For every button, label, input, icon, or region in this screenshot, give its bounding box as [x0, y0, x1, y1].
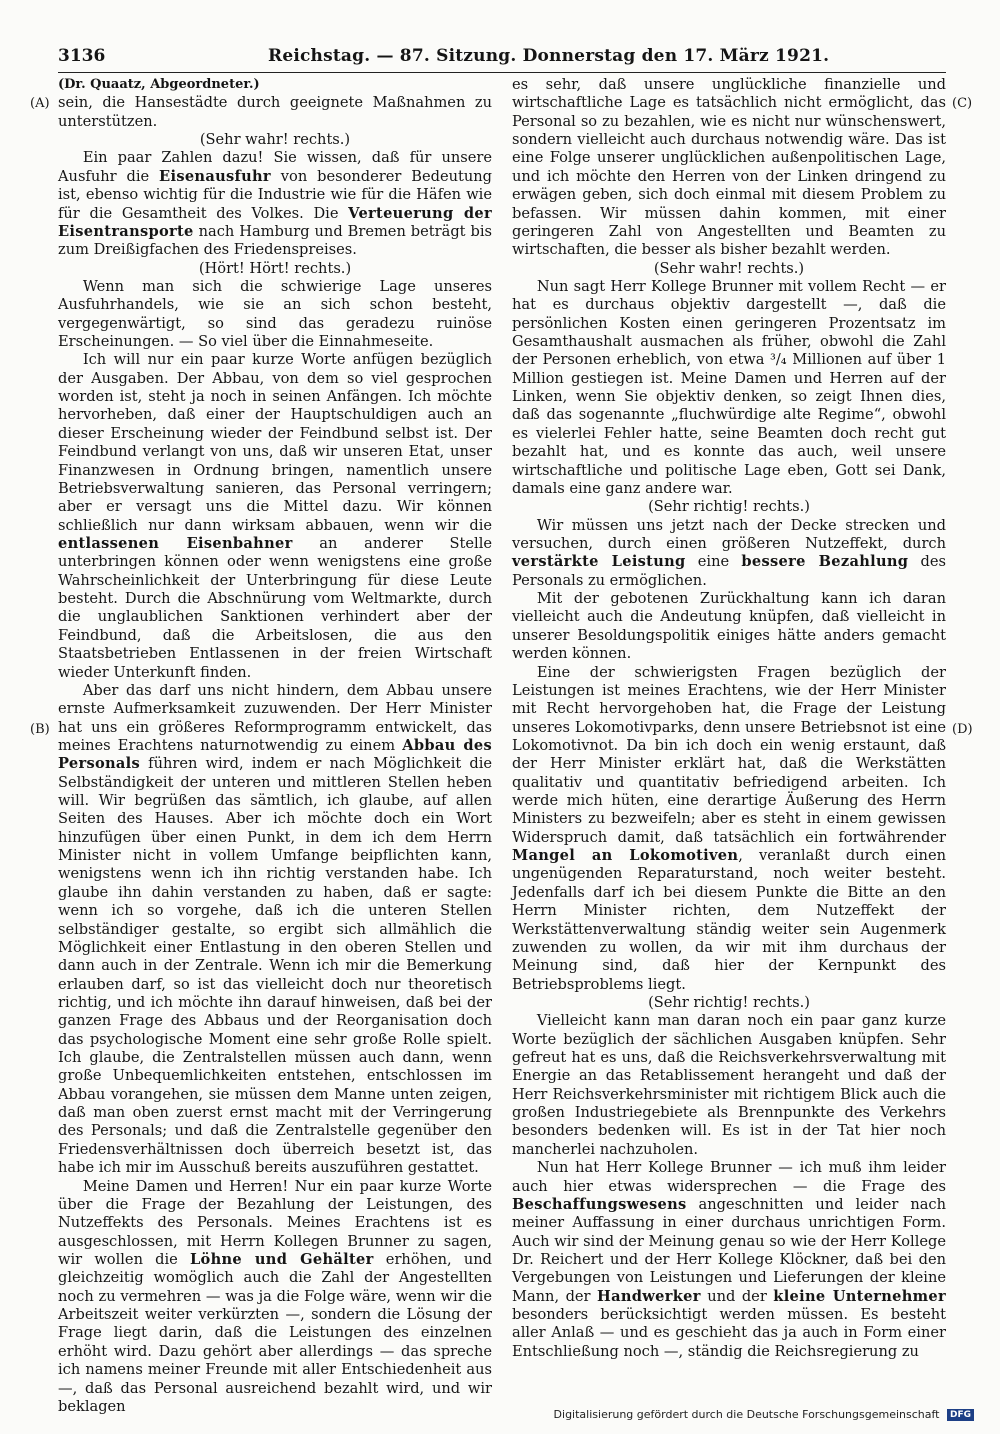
margin-mark-a: (A) [30, 96, 50, 111]
margin-mark-c: (C) [952, 96, 973, 111]
emphasis: entlassenen Eisenbahner [58, 534, 293, 552]
emphasis: Abbau des Personals [58, 736, 492, 773]
paragraph: Wir müssen uns jetzt nach der Decke strecken und versuchen, durch einen größeren Nutzeffekt, durch verstärkte Leistung eine bessere Bezahlung des Personals zu ermöglichen. [512, 516, 946, 589]
digitization-credit [554, 1408, 974, 1421]
interjection: (Sehr richtig! rechts.) [648, 993, 810, 1011]
interjection: (Hört! Hört! rechts.) [198, 259, 352, 277]
paragraph: sein, die Hansestädte durch geeignete Maßnahmen zu unterstützen. [58, 94, 492, 130]
paragraph: Wenn man sich die schwierige Lage unseres Ausfuhrhandels, wie sie an sich schon besteht, vergegenwärtigt, so sind das geradezu ruinöse Erscheinungen. — So viel über die Einnahmeseite. [58, 277, 492, 351]
margin-mark-b: (B) [30, 722, 50, 737]
paragraph: Mit der gebotenen Zurückhaltung kann ich daran vielleicht auch die Andeutung knüpfen, daß vielleicht in unserer Besoldungspolitik einiges hätte anders gemacht werden können. [512, 590, 946, 663]
paragraph: Eine der schwierigsten Fragen bezüglich der Leistungen ist meines Erachtens, wie der Herr Minister mit Recht hervorgehoben hat, die Frage der Leistung unseres Lokomotivparks, denn unsere Betriebsnot ist eine Lokomotivnot. Da bin ich doch ein wenig erstaunt, daß der Herr Minister erklärt hat, daß die Werkstätten qualitativ und quantitativ befriedigend arbeiten. Ich werde mich hüten, eine derartige Äußerung des Herrn Ministers zu bezweifeln; aber es steht in einem gewissen Widerspruch damit, daß tatsächlich ein fortwährender Mangel an Lokomotiven, veranlaßt durch einen ungenügenden Reparaturstand, noch weiter besteht. Jedenfalls darf ich bei diesem Punkte die Bitte an den Herrn Minister richten, dem Nutzeffekt der Werkstättenverwaltung ständig weiter sein Augenmerk zuwenden zu wollen, da wir mit ihm durchaus der Meinung sind, daß hier der Kernpunkt des Betriebsproblems liegt. [512, 663, 946, 993]
emphasis: Verteuerung der Eisentransporte [58, 204, 492, 240]
margin-mark-d: (D) [952, 722, 973, 737]
paragraph: Vielleicht kann man daran noch ein paar ganz kurze Worte bezüglich der sächlichen Ausgaben knüpfen. Sehr gefreut hat es uns, daß die Reichsverkehrsverwaltung mit Energie an das Retablissement herangeht und daß der Herr Reichsverkehrsminister mit richtigem Blick auch die großen Industriegebiete als Brennpunkte des Verkehrs besonders bedenken will. Es ist in der Tat hier noch mancherlei nachzuholen. [512, 1012, 946, 1158]
interjection: (Sehr richtig! rechts.) [648, 498, 810, 516]
paragraph: es sehr, daß unsere unglückliche finanzielle und wirtschaftliche Lage es tatsächlich nicht ermöglicht, das Personal so zu bezahlen, wie es nicht nur wünschenswert, sondern vielleicht auch durchaus notwendig wäre. Das ist eine Folge unserer unglücklichen außenpolitischen Lage, und ich möchte den Herren von der Linken dringend zu erwägen geben, sich doch einmal mit diesem Problem zu befassen. Wir müssen dahin kommen, mit einer geringeren Zahl von Angestellten und Beamten zu wirtschaften, die besser als bisher bezahlt werden. [512, 76, 946, 259]
emphasis: Mangel an Lokomotiven [512, 847, 739, 865]
paragraph: Meine Damen und Herren! Nur ein paar kurze Worte über die Frage der Bezahlung der Leistungen, des Nutzeffekts des Personals. Meines Erachtens ist es ausgeschlossen, mit Herrn Kollegen Brunner zu sagen, wir wollen die Löhne und Gehälter erhöhen, und gleichzeitig womöglich auch die Zahl der Angestellten noch zu vermehren — was ja die Folge wäre, wenn wir die Arbeitszeit weiter verkürzten —, sondern die Lösung der Frage liegt darin, daß die Leistungen des einzelnen erhöht wird. Dazu gehört aber allerdings — das spreche ich namens meiner Freunde mit aller Entschiedenheit aus —, daß das Personal ausreichend bezahlt wird, und wir beklagen [58, 1177, 492, 1415]
credit-text: Digitalisierung gefördert durch die Deutsche Forschungsgemeinschaft [553, 1408, 940, 1421]
emphasis: Handwerker [597, 1287, 701, 1305]
header-title: Reichstag. — 87. Sitzung. Donnerstag den 17. März 1921. [268, 46, 830, 66]
emphasis: Beschaffungswesens [512, 1195, 687, 1213]
paragraph: Ich will nur ein paar kurze Worte anfügen bezüglich der Ausgaben. Der Abbau, von dem so viel gesprochen worden ist, steht ja noch in seinen Anfängen. Ich möchte hervorheben, daß einer der Hauptschuldigen auch an dieser Erscheinung wieder der Feindbund selbst ist. Der Feindbund verlangt von uns, daß wir unseren Etat, unser Finanzwesen in Ordnung bringen, namentlich unsere Betriebsverwaltung sanieren, das Personal verringern; aber er versagt uns die Mittel dazu. Wir können schließlich nur dann wirksam abbauen, wenn wir die entlassenen Eisenbahner an anderer Stelle unterbringen können oder wenn wenigstens eine große Wahrscheinlichkeit der Unterbringung für diese Leute besteht. Durch die Abschnürung vom Weltmarkte, durch die unglaublichen Sanktionen verhindert aber der Feindbund, daß die Arbeitslosen, die aus den Staatsbetrieben Entlassenen in der freien Wirtschaft wieder Unterkunft finden. [58, 351, 493, 681]
interjection: (Sehr wahr! rechts.) [199, 131, 351, 149]
page-number: 3136 [58, 46, 106, 66]
interjection: (Sehr wahr! rechts.) [653, 259, 805, 277]
dfg-logo: DFG [947, 1409, 974, 1421]
left-column [58, 76, 492, 1416]
emphasis: bessere Bezahlung [741, 553, 909, 571]
running-header [58, 44, 946, 73]
emphasis: Löhne und Gehälter [189, 1251, 374, 1268]
emphasis: Eisenausfuhr [159, 167, 271, 185]
emphasis: kleine Unternehmer [773, 1287, 946, 1305]
paragraph: Aber das darf uns nicht hindern, dem Abbau unsere ernste Aufmerksamkeit zuzuwenden. Der Herr Minister hat uns ein größeres Reformprogramm entwickelt, das meines Erachtens naturnotwendig zu einem Abbau des Personals führen wird, indem er nach Möglichkeit die Selbständigkeit der unteren und mittleren Stellen heben will. Wir begrüßen das sämtlich, ich glaube, auf allen Seiten des Hauses. Aber ich möchte doch ein Wort hinzufügen über einen Punkt, in dem ich dem Herrn Minister nicht in vollem Umfange beipflichten kann, wenigstens wenn ich ihn richtig verstanden habe. Ich glaube ihn dahin verstanden zu haben, daß er sagte: wenn ich so vorgehe, daß ich die unteren Stellen selbständiger gestalte, so ergibt sich allmählich die Möglichkeit einer Entlastung in den oberen Stellen und dann auch in der Zentrale. Wenn ich mir die Bemerkung erlauben darf, so ist das vielleicht doch nur theoretisch richtig, und ich möchte ihn darauf hinweisen, daß bei der ganzen Frage des Abbaus und der Reorganisation doch das psychologische Moment eine sehr große Rolle spielt. Ich glaube, die Zentralstellen müssen auch dann, wenn große Unbequemlichkeiten entstehen, entschlossen im Abbau vorangehen, sie müssen dem Manne unten zeigen, daß man oben zuerst ernst macht mit der Verringerung des Personals; und daß die Zentralstelle gegenüber den Friedensverhältnissen doch überreich besetzt ist, das habe ich mir im Ausschuß bereits auszuführen gestattet. [58, 681, 492, 1177]
paragraph: Nun hat Herr Kollege Brunner — ich muß ihm leider auch hier etwas widersprechen — die Frage des Beschaffungswesens angeschnitten und leider nach meiner Auffassung in einer durchaus unrichtigen Form. Auch wir sind der Meinung genau so wie der Herr Kollege Dr. Reichert und der Herr Kollege Klöckner, daß bei den Vergebungen von Leistungen und Lieferungen der kleine Mann, der Handwerker und der kleine Unternehmer besonders berücksichtigt werden müssen. Es besteht aller Anlaß — und es geschieht das ja auch in Form einer Entschließung noch —, ständig die Reichsregierung zu [512, 1159, 946, 1360]
speaker-label: (Dr. Quaatz, Abgeordneter.) [58, 77, 260, 92]
paragraph: Ein paar Zahlen dazu! Sie wissen, daß für unsere Ausfuhr die Eisenausfuhr von besonderer Bedeutung ist, ebenso wichtig für die Industrie wie für die Häfen wie für die Gesamtheit des Volkes. Die Verteuerung der Eisentransporte nach Hamburg und Bremen beträgt bis zum Dreißigfachen des Friedenspreises. [58, 149, 492, 259]
right-column [512, 76, 946, 1361]
paragraph: Nun sagt Herr Kollege Brunner mit vollem Recht — er hat es durchaus objektiv dargestellt —, daß die persönlichen Kosten einen geringeren Prozentsatz im Gesamthaushalt ausmachen als früher, obwohl die Zahl der Personen erheblich, von etwa ³/₄ Millionen auf über 1 Million gestiegen ist. Meine Damen und Herren auf der Linken, wenn Sie objektiv denken, so zeigt Ihnen dies, daß das sogenannte „fluchwürdige alte Regime“, obwohl es vielerlei Fehler hatte, seine Beamten doch recht gut bezahlt hat, und es konnte das auch, weil unsere wirtschaftliche und politische Lage eben, Gott sei Dank, damals eine ganz andere war. [512, 277, 946, 497]
emphasis: verstärkte Leistung [512, 553, 686, 571]
